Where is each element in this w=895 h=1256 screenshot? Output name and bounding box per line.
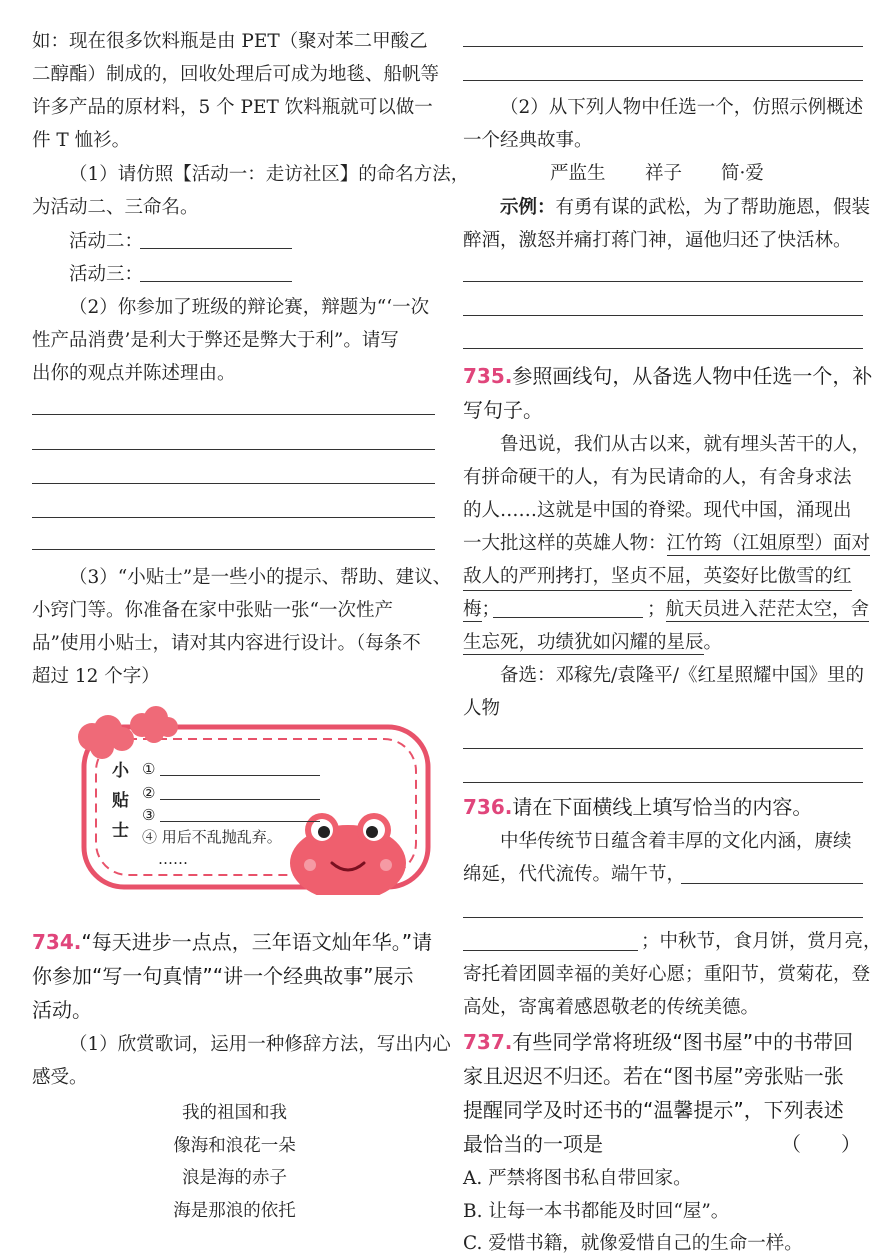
- q735-para-line-2: 有拼命硬干的人，有为民请命的人，有舍身求法: [463, 467, 852, 488]
- character-3: 简·爱: [721, 163, 764, 184]
- tip-item-3: ③: [142, 806, 156, 824]
- option-a[interactable]: A. 严禁将图书私自带回家。: [463, 1168, 692, 1189]
- tips-title-char: 贴: [112, 791, 129, 811]
- q736-line-4: 寄托着团圆幸福的美好心愿；重阳节，赏菊花，登: [463, 964, 871, 985]
- tip-blank-1[interactable]: [160, 775, 320, 776]
- answer-paren[interactable]: （ ）: [781, 1132, 861, 1156]
- activity3-blank[interactable]: [140, 281, 292, 282]
- intro-line-4: 件 T 恤衫。: [32, 130, 131, 151]
- answer-line[interactable]: [32, 483, 435, 484]
- q736-line-3: ；中秋节，食月饼，赏月亮，: [641, 931, 882, 952]
- example-line-1: 示例：有勇有谋的武松，为了帮助施恩，假装: [500, 197, 871, 218]
- q3-line-4: 超过 12 个字）: [32, 666, 160, 687]
- q734-title-line-3: 活动。: [32, 998, 92, 1022]
- poem-line-3: 浪是海的赤子: [182, 1168, 287, 1188]
- q734-sub2-line-2: 一个经典故事。: [463, 130, 593, 151]
- answer-line[interactable]: [32, 414, 435, 415]
- q2-line-2: 性产品消费’是利大于弊还是弊大于利”。请写: [32, 330, 399, 351]
- q735-para-line-7: 生忘死，功绩犹如闪耀的星辰。: [463, 632, 723, 653]
- tip-item-2: ②: [142, 784, 156, 802]
- q735-title-line-1: 735.参照画线句，从备选人物中任选一个，补: [463, 364, 873, 388]
- tips-title-char: 士: [112, 821, 129, 841]
- q735-alt-line-1: 备选：邓稼先/袁隆平/《红星照耀中国》里的: [500, 665, 864, 686]
- intro-line-3: 许多产品的原材料，5 个 PET 饮料瓶就可以做一: [32, 97, 433, 118]
- underlined-sentence: 江竹筠（江姐原型）面对: [666, 533, 871, 554]
- poem-line-1: 我的祖国和我: [182, 1103, 287, 1123]
- q737-number: 737.: [463, 1030, 513, 1054]
- q736-blank-1[interactable]: [681, 883, 863, 884]
- q3-line-2: 小窍门等。你准备在家中张贴一张“一次性产: [32, 600, 393, 621]
- q735-para-line-5: 敌人的严刑拷打，坚贞不屈，英姿好比傲雪的红: [463, 565, 852, 591]
- answer-line[interactable]: [463, 782, 863, 783]
- activity2-label: 活动二：: [69, 231, 144, 252]
- q2-line-3: 出你的观点并陈述理由。: [32, 363, 236, 384]
- q734-title-line-2: 你参加“写一句真情”“讲一个经典故事”展示: [32, 964, 414, 988]
- answer-line[interactable]: [463, 80, 863, 81]
- q734-sub1-line-2: 感受。: [32, 1067, 88, 1088]
- answer-line[interactable]: [32, 449, 435, 450]
- tip-item-4: ④ 用后不乱抛乱弃。: [142, 828, 282, 846]
- answer-line[interactable]: [463, 348, 863, 349]
- q735-title-line-2: 写句子。: [463, 398, 543, 422]
- answer-line[interactable]: [32, 549, 435, 550]
- answer-line[interactable]: [463, 748, 863, 749]
- q737-title-line-4: 最恰当的一项是: [463, 1132, 603, 1156]
- character-1: 严监生: [550, 163, 606, 184]
- q736-blank-3[interactable]: [463, 950, 638, 951]
- q734-sub2-line-1: （2）从下列人物中任选一个，仿照示例概述: [500, 97, 864, 118]
- q735-para-line-1: 鲁迅说，我们从古以来，就有埋头苦干的人，: [500, 434, 871, 455]
- poem-line-4: 海是那浪的依托: [173, 1201, 296, 1221]
- tips-title-char: 小: [112, 761, 129, 781]
- example-line-2: 醉酒，激怒并痛打蒋门神，逼他归还了快活林。: [463, 230, 852, 251]
- answer-line[interactable]: [32, 517, 435, 518]
- option-c[interactable]: C. 爱惜书籍，就像爱惜自己的生命一样。: [463, 1233, 803, 1254]
- tips-card: [70, 705, 440, 895]
- q736-line-5: 高处，寄寓着感恩敬老的传统美德。: [463, 997, 760, 1018]
- tip-blank-2[interactable]: [160, 799, 320, 800]
- frog-icon: [290, 813, 406, 895]
- q734-sub1-line-1: （1）欣赏歌词，运用一种修辞方法，写出内心: [69, 1034, 451, 1055]
- activity3-label: 活动三：: [69, 264, 144, 285]
- q736-line-2: 绵延，代代流传。端午节，: [463, 864, 686, 885]
- example-label: 示例：: [500, 197, 556, 218]
- character-2: 祥子: [645, 163, 683, 184]
- q735-blank[interactable]: [493, 617, 643, 618]
- q734-number: 734.: [32, 930, 82, 954]
- tip-ellipsis: ……: [158, 850, 188, 868]
- poem-line-2: 像海和浪花一朵: [173, 1136, 296, 1156]
- q735-para-line-3: 的人……这就是中国的脊梁。现代中国，涌现出: [463, 500, 852, 521]
- q734-title-line-1: 734.“每天进步一点点，三年语文灿年华。”请: [32, 930, 433, 954]
- tip-item-1: ①: [142, 760, 156, 778]
- answer-line[interactable]: [463, 281, 863, 282]
- q735-para-line-4: 一大批这样的英雄人物：江竹筠（江姐原型）面对: [463, 533, 871, 554]
- option-b[interactable]: B. 让每一本书都能及时回“屋”。: [463, 1201, 730, 1222]
- q1-line-1: （1）请仿照【活动一：走访社区】的命名方法，: [69, 164, 470, 185]
- q3-line-3: 品”使用小贴士，请对其内容进行设计。（每条不: [32, 633, 421, 654]
- q735-alt-line-2: 人物: [463, 698, 501, 719]
- q737-title-line-2: 家且迟迟不归还。若在“图书屋”旁张贴一张: [463, 1064, 844, 1088]
- q735-para-line-6: 梅；: [463, 599, 501, 620]
- q736-title: 736.请在下面横线上填写恰当的内容。: [463, 795, 813, 819]
- q736-number: 736.: [463, 795, 513, 819]
- q735-number: 735.: [463, 364, 513, 388]
- q1-line-2: 为活动二、三命名。: [32, 197, 199, 218]
- intro-line-1: 如：现在很多饮料瓶是由 PET（聚对苯二甲酸乙: [32, 31, 428, 52]
- answer-line[interactable]: [463, 315, 863, 316]
- cloud-icon: [130, 706, 178, 743]
- answer-line[interactable]: [463, 46, 863, 47]
- q735-para-line-6-cont: ；航天员进入茫茫太空，舍: [647, 599, 870, 620]
- intro-line-2: 二醇酯）制成的，回收处理后可成为地毯、船帆等: [32, 64, 440, 85]
- q736-blank-2[interactable]: [463, 917, 863, 918]
- activity2-blank[interactable]: [140, 248, 292, 249]
- q737-title-line-3: 提醒同学及时还书的“温馨提示”，下列表述: [463, 1098, 844, 1122]
- q736-line-1: 中华传统节日蕴含着丰厚的文化内涵，赓续: [500, 831, 852, 852]
- q737-title-line-1: 737.有些同学常将班级“图书屋”中的书带回: [463, 1030, 854, 1054]
- q3-line-1: （3）“小贴士”是一些小的提示、帮助、建议、: [69, 567, 452, 588]
- tip-blank-3[interactable]: [160, 821, 320, 822]
- q2-line-1: （2）你参加了班级的辩论赛，辩题为“‘一次: [69, 297, 430, 318]
